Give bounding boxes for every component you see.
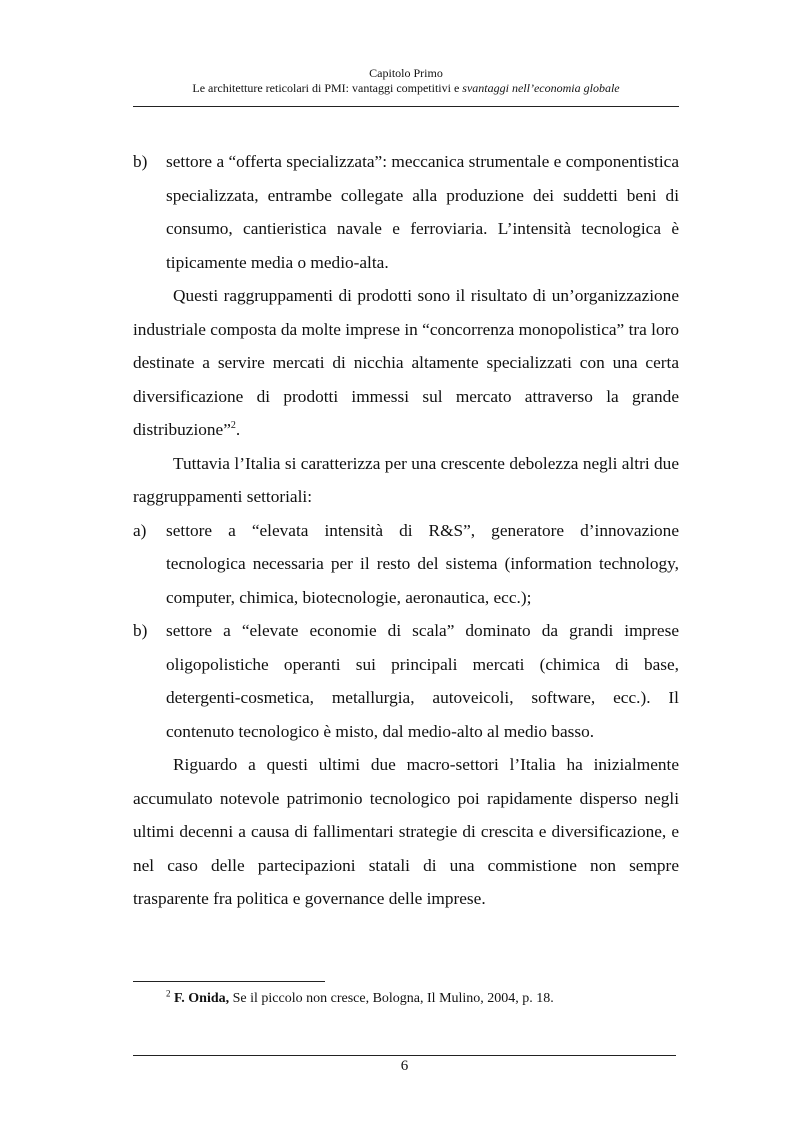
- paragraph-macro-sectors: Riguardo a questi ultimi due macro-settori l’Italia ha inizialmente accumulato notevole patrimonio tecnologico poi rapidamente disperso negli ultimi decenni a causa di fallimentari strategie di crescita e diversificazione, e nel caso delle partecipazioni statali di una commistione non sempre trasparente fra politica e governance delle imprese.: [133, 755, 679, 908]
- footnote: [133, 989, 679, 1009]
- list-item-b-specialized: [133, 145, 679, 279]
- subtitle-plain: Le architetture reticolari di PMI: vantaggi competitivi e: [192, 81, 463, 95]
- list-item-a-rd: [133, 514, 679, 615]
- running-header: [133, 66, 679, 96]
- footnote-divider: [133, 981, 325, 982]
- list-marker: b): [133, 152, 148, 171]
- footnote-author: F. Onida,: [174, 991, 230, 1006]
- paragraph-text: Questi raggruppamenti di prodotti sono il risultato di un’organizzazione industriale composta da molte imprese in “concorrenza monopolistica” tra loro destinate a servire mercati di nicchia altamente specializzati con una certa diversificazione di prodotti immessi sul mercato attraverso la grande distribuzione”: [133, 286, 679, 439]
- subtitle-italic: svantaggi nell’economia globale: [462, 81, 620, 95]
- list-marker: a): [133, 520, 147, 540]
- list-item-text: settore a “elevate economie di scala” dominato da grandi imprese oligopolistiche operanti sui principali mercati (chimica di base, detergenti-cosmetica, metallurgia, autoveicoli, software, ecc.). Il contenuto tecnologico è misto, dal medio-alto al medio basso.: [166, 621, 679, 741]
- main-text: [133, 145, 679, 916]
- footer-divider: [133, 1055, 676, 1056]
- list-marker: b): [133, 621, 148, 640]
- paragraph-weakness: Tuttavia l’Italia si caratterizza per una crescente debolezza negli altri due raggruppamenti settoriali:: [133, 453, 679, 506]
- paragraph-groupings: [133, 279, 679, 447]
- footnote-reference: 2: [230, 420, 236, 432]
- list-item-text: settore a “elevata intensità di R&S”, generatore d’innovazione tecnologica necessaria per il resto del sistema (information technology, computer, chimica, biotecnologie, aeronautica, ecc.);: [166, 520, 679, 607]
- page-number: 6: [400, 1058, 409, 1074]
- header-divider: [133, 106, 679, 107]
- chapter-title: Capitolo Primo: [369, 66, 443, 80]
- footnote-text: Se il piccolo non cresce, Bologna, Il Mulino, 2004, p. 18.: [229, 991, 554, 1006]
- paragraph-end: .: [235, 420, 241, 439]
- list-item-text: settore a “offerta specializzata”: meccanica strumentale e componentistica specializzata, entrambe collegate alla produzione dei suddetti beni di consumo, cantieristica navale e ferroviaria. L’intensità tecnologica è tipicamente media o medio-alta.: [166, 152, 679, 272]
- chapter-subtitle: [133, 81, 679, 96]
- footnote-number: 2: [166, 988, 171, 999]
- list-item-b-scale: [133, 614, 679, 748]
